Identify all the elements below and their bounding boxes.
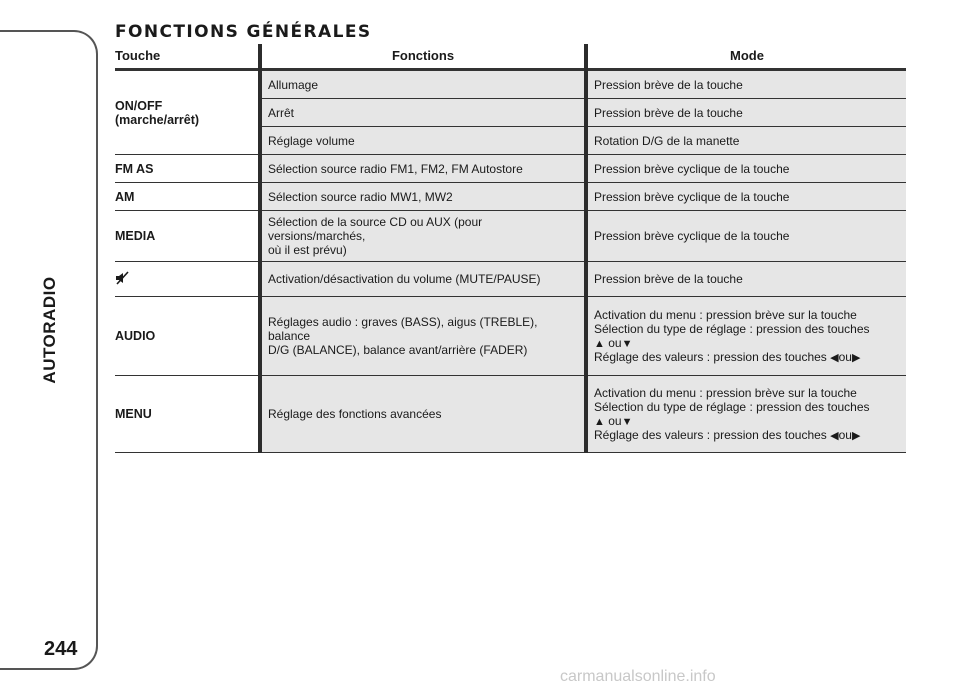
mode-cell — [586, 297, 906, 376]
fonction-cell — [260, 297, 586, 376]
mode-line: Sélection du type de réglage : pression des touches — [594, 322, 870, 336]
arrow-left-icon: ◀ — [830, 352, 839, 364]
fonction-cell: Arrêt — [260, 99, 586, 127]
table-row — [115, 155, 906, 183]
mode-line: Activation du menu : pression brève sur la touche — [594, 386, 857, 400]
table-row — [115, 262, 906, 297]
mode-cell: Pression brève de la touche — [586, 262, 906, 297]
fonction-line: où il est prévu) — [268, 243, 347, 257]
key-onoff-line2: (marche/arrêt) — [115, 112, 200, 127]
table-header-row — [115, 44, 906, 70]
arrow-up-icon: ▲ — [594, 416, 605, 428]
fonction-cell: Sélection source radio FM1, FM2, FM Autostore — [260, 155, 586, 183]
section-title: FONCTIONS GÉNÉRALES — [115, 22, 372, 42]
arrow-right-icon: ▶ — [851, 430, 861, 442]
arrow-up-icon: ▲ — [594, 338, 605, 350]
mode-cell: Pression brève cyclique de la touche — [586, 183, 906, 211]
or-word: ou — [838, 428, 852, 442]
mode-cell: Pression brève de la touche — [586, 70, 906, 99]
mode-line — [594, 428, 900, 442]
key-cell: MENU — [115, 376, 260, 453]
fonction-cell — [260, 211, 586, 262]
mode-text: Réglage des valeurs : pression des touches — [594, 350, 827, 364]
functions-table — [115, 44, 906, 453]
fonction-line: Réglages audio : graves (BASS), aigus (TREBLE), balance — [268, 315, 538, 343]
arrow-down-icon: ▼ — [621, 338, 633, 350]
key-cell: AUDIO — [115, 297, 260, 376]
key-cell — [115, 262, 260, 297]
table-row — [115, 70, 906, 99]
mode-cell — [586, 376, 906, 453]
side-label: AUTORADIO — [40, 276, 59, 384]
fonction-cell: Activation/désactivation du volume (MUTE/PAUSE) — [260, 262, 586, 297]
arrow-left-icon: ◀ — [830, 430, 839, 442]
header-touche: Touche — [115, 44, 260, 70]
key-cell: FM AS — [115, 155, 260, 183]
footer-watermark: carmanualsonline.info — [560, 668, 716, 685]
fonction-cell: Allumage — [260, 70, 586, 99]
arrow-right-icon: ▶ — [851, 352, 861, 364]
table-row — [115, 211, 906, 262]
table-row — [115, 297, 906, 376]
or-word: ou — [608, 414, 622, 428]
key-onoff — [115, 70, 260, 155]
header-mode: Mode — [586, 44, 906, 70]
mode-cell: Rotation D/G de la manette — [586, 127, 906, 155]
mode-line — [594, 350, 900, 364]
mode-cell: Pression brève cyclique de la touche — [586, 211, 906, 262]
mode-text: Réglage des valeurs : pression des touches — [594, 428, 827, 442]
key-cell: MEDIA — [115, 211, 260, 262]
mode-line — [594, 336, 900, 350]
mode-line: Sélection du type de réglage : pression des touches — [594, 400, 870, 414]
fonction-cell: Réglage volume — [260, 127, 586, 155]
header-fonctions: Fonctions — [260, 44, 586, 70]
mode-line: Activation du menu : pression brève sur la touche — [594, 308, 857, 322]
page-number: 244 — [44, 638, 78, 660]
fonction-line: Sélection de la source CD ou AUX (pour versions/marchés, — [268, 215, 483, 243]
mode-line — [594, 414, 900, 428]
fonction-line: D/G (BALANCE), balance avant/arrière (FADER) — [268, 343, 528, 357]
fonction-cell: Sélection source radio MW1, MW2 — [260, 183, 586, 211]
or-word: ou — [838, 350, 852, 364]
key-onoff-line1: ON/OFF — [115, 98, 163, 113]
key-cell: AM — [115, 183, 260, 211]
or-word: ou — [608, 336, 622, 350]
table-row — [115, 376, 906, 453]
mode-cell: Pression brève cyclique de la touche — [586, 155, 906, 183]
fonction-cell: Réglage des fonctions avancées — [260, 376, 586, 453]
mute-speaker-icon — [115, 273, 129, 288]
mode-cell: Pression brève de la touche — [586, 99, 906, 127]
arrow-down-icon: ▼ — [621, 416, 633, 428]
table-row — [115, 183, 906, 211]
